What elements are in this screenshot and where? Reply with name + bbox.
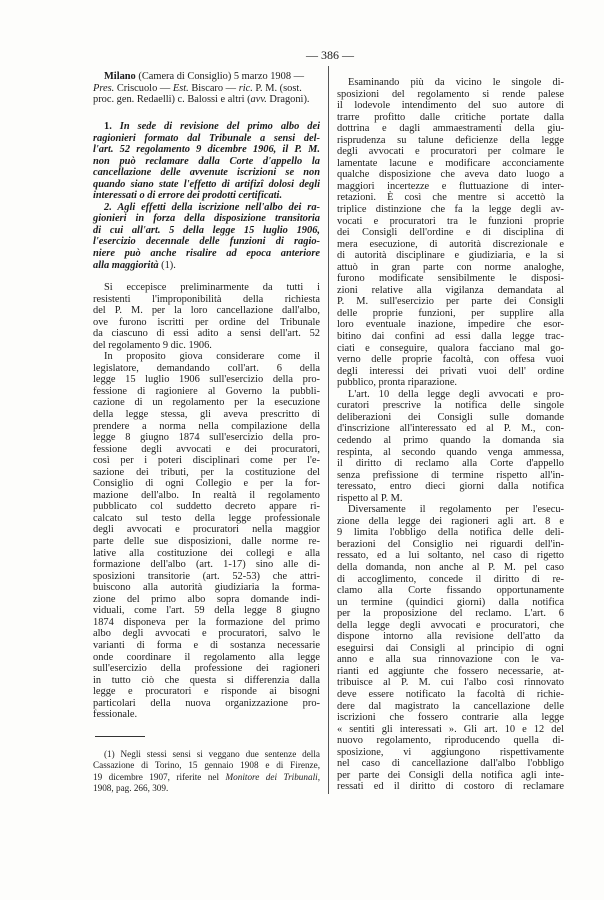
text-line bbox=[337, 597, 564, 609]
text-line bbox=[337, 781, 564, 793]
text-line bbox=[337, 158, 564, 170]
text-run: degli interessi dei privati vuoi dell' ordine bbox=[337, 365, 564, 377]
text-line bbox=[93, 432, 320, 444]
text-run: rispetto al P. M. bbox=[337, 492, 403, 504]
text-line bbox=[337, 435, 564, 447]
text-run: sazione dei tributi, per la costituzione del bbox=[93, 466, 320, 478]
text-run: verno delle proprie facoltà, con offesa vuoi bbox=[337, 354, 564, 366]
text-line bbox=[337, 181, 564, 193]
text-line bbox=[337, 123, 564, 135]
text-run: della legge degli avvocati e procuratori, che bbox=[337, 619, 564, 631]
text-run: legge 8 giugno 1874 sull'esercizio della pro- bbox=[93, 432, 320, 444]
text-run: legislatore, demandando coll'art. 6 della bbox=[93, 362, 320, 374]
text-line bbox=[93, 594, 320, 606]
text-run: teressato, entro dieci giorni dalla notifica bbox=[337, 481, 564, 493]
text-run: rianti ed aggiunte che fossero necessarie, at- bbox=[337, 665, 564, 677]
text-line bbox=[93, 179, 320, 191]
text-line bbox=[337, 574, 564, 586]
text-run: lamentate lacune e modificare acconciamente bbox=[337, 157, 564, 169]
text-run: maggiori incertezze e fluttuazione di inter- bbox=[337, 180, 564, 192]
text-run: sposizioni transitorie (art. 52-53) che attri- bbox=[93, 570, 320, 582]
text-run: Diversamente il regolamento per l'esecu- bbox=[348, 504, 564, 516]
text-run: (Camera di Consiglio) 5 marzo 1908 — bbox=[135, 71, 305, 82]
text-line bbox=[93, 663, 320, 675]
text-line bbox=[93, 133, 320, 145]
left-column-text bbox=[93, 282, 320, 721]
text-line bbox=[93, 71, 320, 83]
text-run: dottrina e dagli ammaestramenti della giu- bbox=[337, 123, 564, 135]
text-run: mera esecuzione, di autorità discrezionale e bbox=[337, 238, 564, 250]
text-run: P. M. sull'esercizio per parte dei Consigli bbox=[337, 296, 564, 308]
text-run: del regolamento 9 dic. 1906. bbox=[93, 339, 212, 351]
text-line bbox=[337, 389, 564, 401]
text-run: In proposito giova considerare come il bbox=[104, 351, 320, 363]
text-run: fessione degli avvocati e dei procuratori, bbox=[93, 443, 320, 455]
text-line bbox=[337, 504, 564, 516]
text-run: senza prefissione di termine rispetto all'in- bbox=[337, 469, 564, 481]
text-line bbox=[93, 294, 320, 306]
text-line bbox=[93, 698, 320, 710]
text-run: nel caso di cancellazione dall'albo l'obbligo bbox=[337, 758, 564, 770]
text-run: delle proprie funzioni, per supplire alla bbox=[337, 307, 564, 319]
text-line bbox=[337, 412, 564, 424]
text-line bbox=[93, 397, 320, 409]
text-line bbox=[337, 354, 564, 366]
text-line bbox=[93, 444, 320, 456]
text-line bbox=[337, 550, 564, 562]
text-line bbox=[93, 455, 320, 467]
text-run: vocati e procuratori tra le funzioni proprie bbox=[337, 215, 564, 227]
text-run: Milano bbox=[104, 71, 136, 82]
text-line bbox=[93, 156, 320, 168]
text-run: attuò in gran parte con norme analoghe, bbox=[337, 261, 564, 273]
text-run: triplice distinzione che fa la legge degli av- bbox=[337, 204, 564, 216]
text-run: in tutto ciò che questa si differenzia dalla bbox=[93, 674, 320, 686]
paragraph bbox=[337, 389, 564, 504]
text-run: qualche disposizione che aveva dato luogo a bbox=[337, 169, 564, 181]
text-run: deve essere notificato la facoltà di richie- bbox=[337, 688, 564, 700]
text-line bbox=[337, 770, 564, 782]
text-run: 1874 disponeva per la formazione del primo bbox=[93, 616, 320, 628]
text-line bbox=[337, 458, 564, 470]
text-line bbox=[93, 340, 320, 352]
text-run: di autorità disciplinare e giudiziaria, e la si bbox=[337, 250, 564, 262]
text-run: niere può anche risalire ad epoca anteriore bbox=[93, 248, 320, 260]
text-run: Est. bbox=[172, 82, 189, 94]
text-run: di accoglimento, concede il diritto di re- bbox=[337, 573, 564, 585]
text-run: L'art. 10 della legge degli avvocati e pro- bbox=[348, 388, 564, 400]
text-line bbox=[93, 225, 320, 237]
text-line bbox=[93, 478, 320, 490]
text-run: ric. bbox=[238, 82, 253, 94]
text-line bbox=[337, 689, 564, 701]
page-number: — 386 — bbox=[306, 48, 354, 62]
text-run: clamo alla Corte fissando opportunamente bbox=[337, 585, 564, 597]
text-run: non può reclamare dalla Corte d'appello la bbox=[93, 155, 320, 167]
text-run: Cassazione di Torino, 15 gennaio 1908 e di Firenze, bbox=[93, 760, 320, 771]
text-run: Si eccepisce preliminarmente da tutti i bbox=[104, 282, 320, 293]
text-run: della legge stessa, gli aveva prescritto di bbox=[93, 409, 320, 421]
text-run: un termine (quindici giorni) dalla notifica bbox=[337, 596, 564, 608]
text-line bbox=[93, 490, 320, 502]
text-line bbox=[337, 89, 564, 101]
text-line bbox=[337, 112, 564, 124]
text-run: (1) Negli stessi sensi si veggano due sentenze della bbox=[104, 749, 320, 759]
text-run: bitino dai confini ad essi dalla legge trac- bbox=[337, 331, 564, 343]
text-run: mazione dell'albo. In realtà il regolamento bbox=[93, 489, 320, 501]
text-run: gionieri in forza della disposizione transitoria bbox=[93, 213, 320, 225]
text-line bbox=[93, 524, 320, 536]
text-run: degli avvocati e procuratori nella maggior bbox=[93, 524, 320, 536]
text-line bbox=[93, 202, 320, 214]
text-line bbox=[337, 319, 564, 331]
text-line bbox=[93, 144, 320, 156]
text-run: avv. bbox=[250, 94, 267, 106]
text-line bbox=[93, 501, 320, 513]
text-line bbox=[337, 527, 564, 539]
text-run: deliberazioni dei Consigli sulle domande bbox=[337, 411, 564, 423]
text-run: nuovo regolamento, riproducendo quella di- bbox=[337, 735, 564, 747]
text-run: loro eventuale inazione, impedire che esor- bbox=[337, 319, 564, 331]
text-run: degli avvocati e procuratori per colmare le bbox=[337, 146, 564, 158]
text-line bbox=[337, 631, 564, 643]
text-run: 9 limita l'obbligo della notifica delle deli- bbox=[337, 527, 564, 539]
text-line bbox=[337, 608, 564, 620]
text-run: del P. M. per la loro cancellazione dall'albo, bbox=[93, 305, 320, 317]
text-line bbox=[93, 709, 320, 721]
text-line bbox=[337, 135, 564, 147]
text-line bbox=[337, 343, 564, 355]
text-run: d'inscrizione all'interessato ed al P. M., con- bbox=[337, 423, 564, 435]
text-run: resistenti l'improponibilità della richiesta bbox=[93, 293, 320, 305]
paragraph bbox=[93, 749, 320, 794]
text-run: cancellazione delle avvenute iscrizioni se non bbox=[93, 167, 320, 179]
text-line bbox=[93, 749, 320, 760]
text-line bbox=[93, 328, 320, 340]
text-run: pubblicato col suddetto decreto appare ri- bbox=[93, 501, 320, 513]
text-run: 1908, pag. 266, 309. bbox=[93, 782, 169, 793]
text-line bbox=[93, 260, 320, 272]
text-line bbox=[93, 675, 320, 687]
text-run: furono modificate sensibilmente le disposi- bbox=[337, 273, 564, 285]
text-line bbox=[337, 516, 564, 528]
text-line bbox=[93, 513, 320, 525]
text-line bbox=[93, 190, 320, 202]
text-line bbox=[337, 423, 564, 435]
text-line bbox=[93, 363, 320, 375]
text-line bbox=[337, 701, 564, 713]
text-run: della domanda, non anche al P. M. pel caso bbox=[337, 561, 564, 573]
text-line bbox=[337, 308, 564, 320]
paragraph bbox=[93, 282, 320, 351]
text-line bbox=[337, 250, 564, 262]
case-summary bbox=[93, 121, 320, 271]
text-run: ciati e conseguire, qualora facciano mal go- bbox=[337, 342, 564, 354]
case-heading bbox=[93, 71, 320, 106]
text-line bbox=[93, 640, 320, 652]
text-line bbox=[93, 121, 320, 133]
text-run: così per i poteri disciplinari come per l'e- bbox=[93, 455, 320, 467]
text-run: interessati o di errore dei prodotti certificati. bbox=[93, 190, 283, 202]
text-run: 1. bbox=[104, 121, 112, 132]
text-line bbox=[337, 747, 564, 759]
text-run: calcato sul testo della legge professionale bbox=[93, 512, 320, 524]
text-line bbox=[337, 192, 564, 204]
text-run: Esaminando più da vicino le singole di- bbox=[348, 77, 564, 88]
text-run: il diritto di reclamo alla Corte d'appello bbox=[337, 458, 564, 470]
text-run: cazione di un regolamento per la esecuzione bbox=[93, 397, 320, 409]
text-run: cedendo al primo quando la domanda sia bbox=[337, 434, 564, 446]
text-run: (1). bbox=[158, 259, 176, 271]
text-run: proc. gen. Redaelli) c. Balossi e altri ( bbox=[93, 94, 251, 106]
text-line bbox=[337, 169, 564, 181]
footnote-separator bbox=[95, 736, 145, 737]
text-line bbox=[93, 783, 320, 794]
text-line bbox=[93, 167, 320, 179]
text-run: respinta, al secondo quando venga ammessa, bbox=[337, 446, 564, 458]
text-line bbox=[337, 712, 564, 724]
text-line bbox=[337, 377, 564, 389]
text-run: Dragoni). bbox=[266, 94, 310, 106]
text-run: onde coordinare il regolamento alla legge bbox=[93, 651, 320, 663]
text-line bbox=[93, 571, 320, 583]
text-line bbox=[93, 548, 320, 560]
text-line bbox=[337, 470, 564, 482]
text-run: particolari della nuova organizzazione pro- bbox=[93, 697, 320, 709]
paragraph bbox=[93, 202, 320, 271]
text-run: sposizioni del regolamento si rende palese bbox=[337, 88, 564, 100]
text-run: dere dal magistrato la cancellazione delle bbox=[337, 700, 564, 712]
text-line bbox=[337, 331, 564, 343]
text-line bbox=[337, 296, 564, 308]
text-line bbox=[337, 539, 564, 551]
text-run: 2. Agli effetti della iscrizione nell'albo dei ra- bbox=[104, 201, 320, 213]
text-line bbox=[337, 585, 564, 597]
text-run: lative alla costituzione dei collegi e alla bbox=[93, 547, 320, 559]
right-column-text bbox=[337, 77, 564, 793]
text-line bbox=[93, 628, 320, 640]
text-run: Monitore dei Tribunali bbox=[225, 771, 318, 782]
text-run: Criscuolo — bbox=[114, 82, 173, 94]
text-line bbox=[337, 239, 564, 251]
text-run: , bbox=[317, 771, 320, 782]
text-run: da ciascuno di essi adito a sensi dell'art. 52 bbox=[93, 328, 320, 340]
text-run: In sede di revisione del primo albo dei bbox=[111, 121, 320, 132]
paragraph bbox=[337, 77, 564, 389]
text-line bbox=[337, 204, 564, 216]
text-line bbox=[337, 146, 564, 158]
text-line bbox=[93, 760, 320, 771]
paragraph bbox=[93, 351, 320, 721]
text-line bbox=[337, 262, 564, 274]
text-run: fessionale. bbox=[93, 709, 138, 721]
text-line bbox=[93, 305, 320, 317]
text-line bbox=[93, 317, 320, 329]
text-run: dei Consigli dell'ordine e di disciplina di bbox=[337, 227, 564, 239]
text-line bbox=[93, 351, 320, 363]
text-run: di cui all'art. 5 della legge 15 luglio 1906, bbox=[93, 224, 320, 236]
text-line bbox=[337, 724, 564, 736]
text-run: buiscono alla autorità giudiziaria la forma- bbox=[93, 582, 320, 594]
text-run: quando siano state l'effetto di artifizî dolosi degli bbox=[93, 178, 320, 190]
text-line bbox=[337, 666, 564, 678]
text-run: parte delle sue disposizioni, dalle norme re- bbox=[93, 536, 320, 548]
text-run: pubblico, pronta riparazione. bbox=[337, 377, 458, 389]
text-run: formazione dell'albo (art. 1-17) sino alle di- bbox=[93, 559, 320, 571]
text-run: berazioni del Consiglio nei riguardi dell'in- bbox=[337, 538, 564, 550]
text-run: viduali, come l'art. 59 della legge 8 giugno bbox=[93, 605, 320, 617]
text-run: il lodevole intendimento del suo autore di bbox=[337, 100, 564, 112]
text-run: Consiglio di ogni Collegio e per la for- bbox=[93, 478, 320, 490]
text-run: albo degli avvocati e procuratori, salvo le bbox=[93, 628, 320, 640]
text-line bbox=[93, 282, 320, 294]
text-line bbox=[337, 493, 564, 505]
text-run: prendere a norma nella compilazione della bbox=[93, 420, 320, 432]
text-run: alla maggiorità bbox=[93, 259, 159, 271]
text-line bbox=[337, 77, 564, 89]
text-line bbox=[93, 236, 320, 248]
text-line bbox=[93, 409, 320, 421]
text-run: fessione di ragioniere al Governo la pubbli- bbox=[93, 385, 320, 397]
text-line bbox=[93, 652, 320, 664]
text-line bbox=[337, 216, 564, 228]
text-line bbox=[337, 758, 564, 770]
paragraph bbox=[93, 71, 320, 106]
text-line bbox=[337, 285, 564, 297]
text-run: Biscaro — bbox=[188, 82, 239, 94]
text-run: retazioni. È così che mentre si accettò la bbox=[337, 192, 564, 204]
footnote bbox=[93, 749, 320, 794]
text-line bbox=[337, 400, 564, 412]
text-line bbox=[93, 467, 320, 479]
text-line bbox=[93, 386, 320, 398]
column-divider bbox=[328, 66, 329, 794]
text-line bbox=[337, 100, 564, 112]
text-line bbox=[337, 677, 564, 689]
text-line bbox=[337, 273, 564, 285]
text-line bbox=[93, 213, 320, 225]
text-run: Pres. bbox=[93, 82, 115, 94]
paragraph bbox=[93, 121, 320, 202]
text-run: iscrizioni che fossero contrarie alla legge bbox=[337, 712, 564, 724]
text-run: l'esercizio decennale delle funzioni di ragio- bbox=[93, 236, 320, 248]
text-line bbox=[93, 617, 320, 629]
text-line bbox=[337, 447, 564, 459]
text-line bbox=[337, 227, 564, 239]
text-run: dispone intorno alla revisione dell'atto da bbox=[337, 631, 564, 643]
text-line bbox=[93, 83, 320, 95]
text-run: zione della legge dei ragioneri agli art. 8 e bbox=[337, 515, 564, 527]
text-line bbox=[337, 654, 564, 666]
text-line bbox=[93, 421, 320, 433]
text-run: tribuisce al P. M. cui l'albo così rinnovato bbox=[337, 677, 564, 689]
text-line bbox=[93, 536, 320, 548]
text-run: l'art. 52 regolamento 9 dicembre 1906, il P. M. bbox=[93, 144, 320, 156]
text-line bbox=[337, 366, 564, 378]
text-run: per parte dei Consigli della notifica agli inte- bbox=[337, 769, 564, 781]
text-run: zione del primo albo sopra domande indi- bbox=[93, 593, 320, 605]
text-run: zioni relative alla vigilanza demandata al bbox=[337, 284, 564, 296]
text-line bbox=[93, 94, 320, 106]
text-line bbox=[93, 248, 320, 260]
text-run: legge e procuratori e risponde ai bisogni bbox=[93, 686, 320, 698]
text-line bbox=[337, 643, 564, 655]
text-run: legge 15 luglio 1906 sull'esercizio della pro- bbox=[93, 374, 320, 386]
text-line bbox=[93, 374, 320, 386]
text-run: sull'esercizio della professione dei ragioneri bbox=[93, 663, 320, 675]
text-run: ove furono iscritti per ordine del Tribunale bbox=[93, 316, 320, 328]
text-run: eseguirsi dai Consigli al principio di ogni bbox=[337, 642, 564, 654]
text-run: ragionieri formato dal Tribunale a sensi del- bbox=[93, 132, 320, 144]
text-run: ressati ed il diritto di costoro di reclamare bbox=[337, 781, 564, 793]
text-line bbox=[337, 562, 564, 574]
text-line bbox=[337, 735, 564, 747]
text-run: anno e alla sua rinnovazione con le va- bbox=[337, 654, 564, 666]
text-run: curatori prescrive la notifica delle singole bbox=[337, 400, 564, 412]
text-run: per la proposizione del reclamo. L'art. 6 bbox=[337, 608, 564, 620]
text-line bbox=[93, 605, 320, 617]
text-line bbox=[93, 686, 320, 698]
text-run: ressato, ed a lui soltanto, nel caso di rigetto bbox=[337, 550, 564, 562]
paragraph bbox=[337, 504, 564, 793]
text-line bbox=[93, 772, 320, 783]
text-line bbox=[337, 620, 564, 632]
text-line bbox=[337, 481, 564, 493]
text-run: trarre profitto dalle critiche portate dalla bbox=[337, 111, 564, 123]
text-run: « sentiti gli interessati ». Gli art. 10 e 12 del bbox=[337, 723, 564, 735]
text-run: risprudenza su talune deficienze della legge bbox=[337, 134, 564, 146]
text-run: P. M. (sost. bbox=[252, 82, 302, 94]
text-line bbox=[93, 559, 320, 571]
text-run: sposizione, vi aggiungono rispettivamente bbox=[337, 746, 564, 758]
text-run: 19 dicembre 1907, riferite nel bbox=[93, 771, 226, 782]
text-line bbox=[93, 582, 320, 594]
text-run: varianti di forma e di sostanza necessarie bbox=[93, 639, 320, 651]
